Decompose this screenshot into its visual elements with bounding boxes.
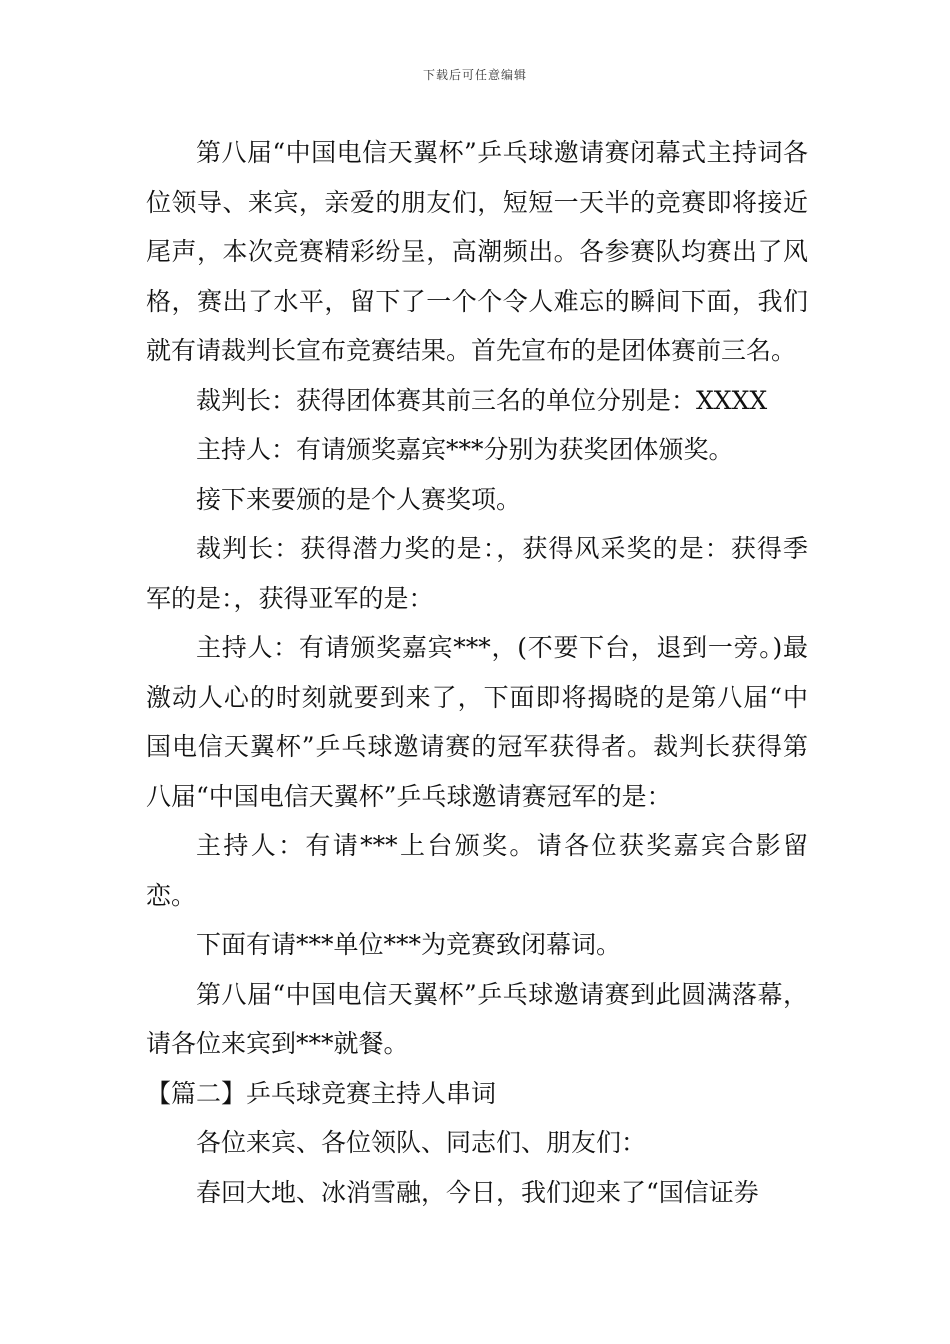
paragraph: 主持人：有请颁奖嘉宾***分别为获奖团体颁奖。 bbox=[196, 435, 734, 464]
header-note: 下载后可任意编辑 bbox=[422, 68, 527, 82]
paragraph: 第八届“中国电信天翼杯”乒乓球邀请赛闭幕式主持词各位领导、来宾，亲爱的朋友们，短短一天半的竞赛即将接近尾声，本次竞赛精彩纷呈，高潮频出。各参赛队均赛出了风格，赛出了水平，留下了一个个令人难忘的瞬间下面，我们就有请裁判长宣布竞赛结果。首先宣布的是团体赛前三名。 bbox=[146, 138, 808, 365]
paragraph: 主持人：有请颁奖嘉宾***，(不要下台，退到一旁。)最激动人心的时刻就要到来了，下面即将揭晓的是第八届“中国电信天翼杯”乒乓球邀请赛的冠军获得者。裁判长获得第八届“中国电信天翼杯”乒乓球邀请赛冠军的是： bbox=[146, 633, 808, 811]
paragraph: 裁判长：获得团体赛其前三名的单位分别是：XXXX bbox=[196, 385, 768, 415]
section-heading: 【篇二】乒乓球竞赛主持人串词 bbox=[146, 1078, 497, 1108]
paragraph: 各位来宾、各位领队、同志们、朋友们： bbox=[196, 1128, 647, 1157]
document-body bbox=[146, 128, 808, 1217]
paragraph: 接下来要颁的是个人赛奖项。 bbox=[196, 484, 522, 514]
paragraph: 春回大地、冰消雪融，今日，我们迎来了“国信证券 bbox=[196, 1177, 759, 1207]
paragraph: 主持人：有请***上台颁奖。请各位获奖嘉宾合影留恋。 bbox=[146, 831, 808, 910]
paragraph: 下面有请***单位***为竞赛致闭幕词。 bbox=[196, 930, 622, 959]
paragraph: 第八届“中国电信天翼杯”乒乓球邀请赛到此圆满落幕，请各位来宾到***就餐。 bbox=[146, 979, 808, 1058]
paragraph: 裁判长：获得潜力奖的是：，获得风采奖的是：获得季军的是：，获得亚军的是： bbox=[146, 534, 808, 613]
